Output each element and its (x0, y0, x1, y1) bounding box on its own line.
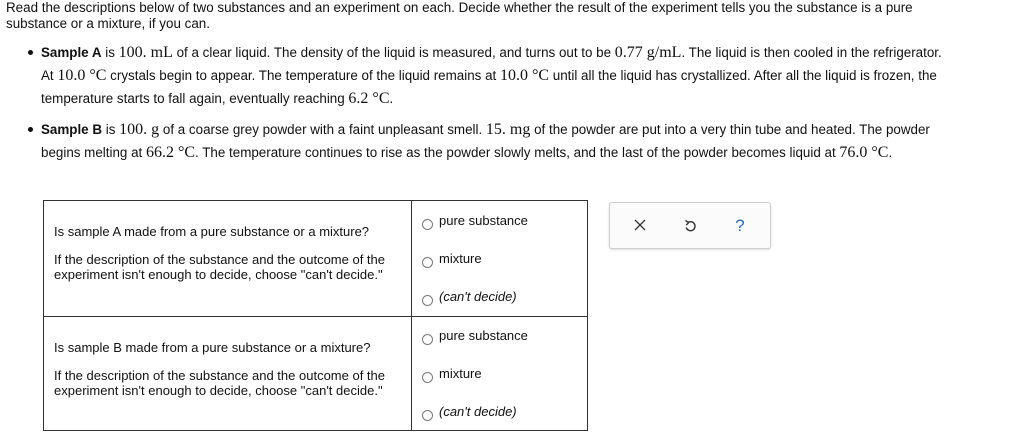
option-cant-decide[interactable] (422, 289, 517, 308)
option-pure-substance[interactable] (422, 328, 528, 347)
question-cell (44, 201, 412, 316)
question-note: If the description of the substance and the outcome of the experiment isn't enough to decide, choose "can't decide." (54, 252, 385, 282)
option-label: (can't decide) (439, 404, 517, 419)
instructions-line-1: Read the descriptions below of two substances and an experiment on each. Decide whether the result of the experiment tells you the substance is a pure (6, 0, 913, 15)
sample-b-mass: 100. g (119, 121, 160, 138)
text: of a clear liquid. The density of the liquid is measured, and turns out to be (172, 45, 615, 60)
help-icon[interactable]: ? (735, 216, 745, 235)
question-cell (44, 317, 412, 431)
question-note: If the description of the substance and the outcome of the experiment isn't enough to decide, choose "can't decide." (54, 368, 385, 398)
option-pure-substance[interactable] (422, 213, 528, 232)
radio-button[interactable] (422, 334, 433, 345)
close-icon[interactable] (629, 215, 651, 237)
text: . The liquid is then cooled in the refrigerator. (681, 45, 942, 60)
sample-b-melt-end: 76.0 °C (839, 144, 889, 161)
question-row-a (44, 201, 587, 317)
sample-b-melt-start: 66.2 °C (145, 144, 196, 161)
question-text: Is sample B made from a pure substance or a mixture? (54, 340, 371, 355)
text: is (102, 122, 120, 137)
text: until all the liquid has crystallized. After all the liquid is frozen, the (549, 68, 937, 83)
option-label: mixture (439, 251, 482, 266)
option-label: mixture (439, 366, 482, 381)
text: is (101, 45, 119, 60)
sample-a-plateau-temp: 10.0 °C (499, 67, 550, 84)
sample-a-density: 0.77 g/mL (614, 44, 682, 61)
sample-a-label: Sample A (41, 45, 102, 60)
text: crystals begin to appear. The temperature of the liquid remains at (106, 68, 500, 83)
radio-button[interactable] (422, 410, 433, 421)
option-cant-decide[interactable] (422, 404, 517, 423)
text: of a coarse grey powder with a faint unpleasant smell. (159, 122, 486, 137)
text: of the powder are put into a very thin tube and heated. The powder (530, 122, 930, 137)
undo-icon[interactable] (679, 215, 701, 237)
answer-toolbar (609, 202, 771, 249)
question-text: Is sample A made from a pure substance or a mixture? (54, 224, 370, 239)
text: . (389, 91, 394, 106)
sample-a-crystal-temp: 10.0 °C (57, 67, 107, 84)
question-table (43, 200, 588, 431)
bullet-icon (28, 50, 33, 55)
radio-button[interactable] (422, 219, 433, 230)
text: temperature starts to fall again, eventually reaching (41, 91, 349, 106)
sample-a-description (41, 41, 1006, 110)
text: begins melting at (41, 145, 146, 160)
text: . The temperature continues to rise as the powder slowly melts, and the last of the powder becomes liquid at (195, 145, 840, 160)
sample-b-label: Sample B (41, 122, 103, 137)
text: At (41, 68, 58, 83)
sample-a-volume: 100. mL (118, 44, 173, 61)
option-label: pure substance (439, 328, 528, 343)
instructions (6, 0, 1011, 32)
option-label: pure substance (439, 213, 528, 228)
bullet-icon (28, 127, 33, 132)
option-label: (can't decide) (439, 289, 517, 304)
option-mixture[interactable] (422, 366, 482, 385)
instructions-line-2: substance or a mixture, if you can. (6, 16, 210, 31)
option-mixture[interactable] (422, 251, 482, 270)
radio-button[interactable] (422, 257, 433, 268)
sample-b-test-mass: 15. mg (485, 121, 531, 138)
sample-b-description (41, 118, 1006, 164)
question-row-b (44, 317, 587, 431)
radio-button[interactable] (422, 295, 433, 306)
sample-a-final-temp: 6.2 °C (348, 90, 390, 107)
text: . (888, 145, 893, 160)
radio-button[interactable] (422, 372, 433, 383)
